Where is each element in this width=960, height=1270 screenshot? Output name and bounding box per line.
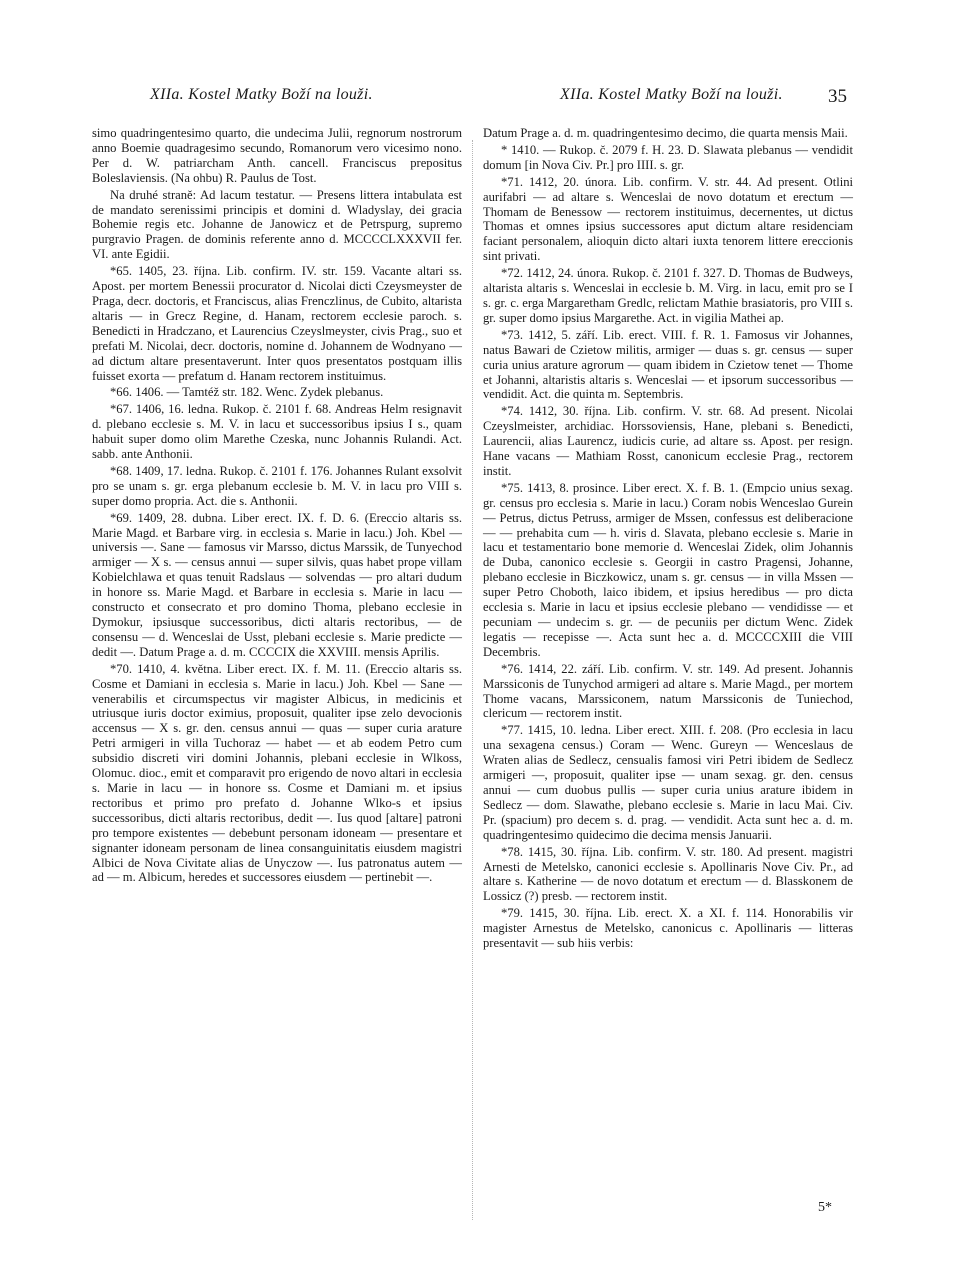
signature-mark: 5* <box>818 1200 832 1215</box>
entry-1410: * 1410. — Rukop. č. 2079 f. H. 23. D. Slawata plebanus — vendidit domum [in Nova Civ. Pr.] pro IIII. s. gr. <box>483 142 853 172</box>
entry-74: *74. 1412, 30. října. Lib. confirm. V. str. 68. Ad present. Nicolai Czeyslmeister, archidiac. Horssoviensis, Hane, plebani s. Benedicti, Laurencii, alias Laurencz, iudicis curie, ad altare ss. Apost. per resign. Hane vacans — Mathiam Rosst, canonicum ecclesie Prag., rectorem instit. <box>483 404 853 478</box>
entry-77: *77. 1415, 10. ledna. Liber erect. XIII. f. 208. (Pro ecclesia in lacu una sexagena census.) Coram — Wenc. Gureyn — Wenceslaus de Wraten alias de Sedlecz, censualis famosi viri Petri ibidem de Sedlecz armigeri —, proposuit, qualiter ipse — unam sexag. gr. den. census annui — cum duobus pullis — super curia unius arature ibidem in Sedlecz — dom. Slawathe, plebano ecclesie s. Marie in lacu Mai. Civ. Pr. (spacium) pro decem s. d. prag. — vendidit. Acta sunt hec a. d. m. quadringentesimo quidecimo die decima mensis Januarii. <box>483 723 853 842</box>
entry-66: *66. 1406. — Tamtéž str. 182. Wenc. Zydek plebanus. <box>110 385 384 400</box>
entry-79: *79. 1415, 30. října. Lib. erect. X. a XI. f. 114. Honorabilis vir magister Arnestus de Metelsko, canonicus c. Apollinaris — litteras presentavit — sub hiis verbis: <box>483 906 853 951</box>
entry-70: *70. 1410, 4. května. Liber erect. IX. f. M. 11. (Ereccio altaris ss. Cosme et Damiani in ecclesia s. Marie in lacu.) Joh. Kbel — Sane — venerabilis et circumspectus vir magister Albicus, in medicinis et utriusque iuris doctor eximius, proposuit, qualiter ipse zelo devocionis accensus — X s. gr. den. census annui — quas — super curia arature Petri armigeri in villa Tuchoraz — habet — et ab eodem Petro cum subsidio discreti viri domini Johannis, plebani ecclesie in Wlkoss, Olomuc. dioc., emit et comparavit pro erigendo de novo altari in ecclesia s. Marie in lacu — in honore ss. Cosme et Damiani m. et ipsius rectoribus et primo pro prefato d. Johanne Wlko-s et ipsius successoribus, dicti altaris rectoribus, dedit —. Ius quod [altare] patroni pro tempore existentes — debebunt personam idoneam — presentare et signanter idoneam personam de linea consanguinitatis eiusdem magistri Albici de Nova Civitate alias de Unyczow —. Ius patronatus autem — ad — m. Albicum, heredes et successores eiusdem — pertinebit —. <box>92 661 462 885</box>
paragraph: Datum Prage a. d. m. quadringentesimo decimo, die quarta mensis Maii. <box>483 126 848 140</box>
entry-68: *68. 1409, 17. ledna. Rukop. č. 2101 f. 176. Johannes Rulant exsolvit pro se unam s. gr. erga plebanum ecclesie b. M. V. in lacu pro VIII s. super domo propria. Act. die s. Anthonii. <box>92 463 462 508</box>
entry-73: *73. 1412, 5. září. Lib. erect. VIII. f. R. 1. Famosus vir Johannes, natus Bawari de Czietow militis, armiger — duas s. gr. census — super curia unius arature agrorum — quam ibidem in Czietow tenet — Thome et Johanni, altaristis altaris s. Wenceslai — et ipsorum successoribus — vendidit. Act. die quinta m. Septembris. <box>483 327 853 402</box>
left-text-column <box>92 126 462 885</box>
running-head-left: XIIa. Kostel Matky Boží na louži. <box>150 86 373 103</box>
entry-71: *71. 1412, 20. února. Lib. confirm. V. str. 44. Ad present. Otlini aurifabri — ad altare s. Wenceslai de novo dotatum et erectum — Thomam de Benessow — rectorem instituimus, decernentes, ut dictus Thomas et omnes ipsius successores aput dictum altare residenciam faciant personalem, alioquin dicto altari iuxta tenorem littere ereccionis sint privati. <box>483 174 853 264</box>
entry-75: *75. 1413, 8. prosince. Liber erect. X. f. B. 1. (Empcio unius sexag. gr. census pro ecclesia s. Marie in lacu.) Coram nobis Wenceslao Gurein — Petrus, dictus Petruss, armiger de Mssen, confessus est deliberacione — — prehabita cum — h. viris d. Slavata, plebano ecclesie s. Marie in lacu et testamentario bone memorie d. Wenceslai Zidek, olim Johannis de Duba, canonico ecclesie s. Georgii in castro Pragensi, Johanne, plebano ecclesie in Biczkowicz, unam s. gr. census — in villa Mssen — super Petro Choboth, laico ibidem, et ipsius heredibus — pro dicta ecclesia s. Marie in lacu et ipsius ecclesie plebano — vendidisse — et pecuniam — undecim s. gr. — de pecuniis per dictum Wenc. Zidek legatis — recepisse —. Acta sunt hec a. d. MCCCCXIII die VIII Decembris. <box>483 480 853 659</box>
entry-67: *67. 1406, 16. ledna. Rukop. č. 2101 f. 68. Andreas Helm resignavit d. plebano ecclesie s. M. V. in lacu et successoribus ipsius I s., quam habuit super domo olim Marethe Czeska, nunc Johannis Rulandi. Act. sabb. ante Anthonii. <box>92 402 462 462</box>
paragraph: Na druhé straně: Ad lacum testatur. — Presens littera intabulata est de mandato serenissimi principis et domini d. Wladyslay, dei gracia Bohemie regis etc. Johanne de Janowicz et de Petrspurg, supremo purgravio Pragen. de dominis referente anno d. MCCCCLXXXVII fer. VI. ante Egidii. <box>92 187 462 262</box>
page-number: 35 <box>828 86 847 107</box>
entry-78: *78. 1415, 30. října. Lib. confirm. V. str. 180. Ad present. magistri Arnesti de Metelsko, canonici ecclesie s. Apollinaris Nove Civ. Pr., ad altare s. Katherine — de novo dotatum et erectum — d. Blasskonem de Lossicz (?) presb. — rectorem instit. <box>483 844 853 904</box>
entry-76: *76. 1414, 22. září. Lib. confirm. V. str. 149. Ad present. Johannis Marssiconis de Tunychod armigeri ad altare s. Marie Magd., per mortem Thome vacans, Marssiconem, natum Marssiconis de Tuniechod, clericum — rectorem instit. <box>483 661 853 721</box>
paragraph: simo quadringentesimo quarto, die undecima Julii, regnorum nostrorum anno Boemie quadragesimo secundo, Romanorum vero vicesimo nono. Per d. W. patriarcham Anth. cancell. Franciscus prepositus Boleslaviensis. (Na ohbu) R. Paulus de Tost. <box>92 126 462 185</box>
entry-72: *72. 1412, 24. února. Rukop. č. 2101 f. 327. D. Thomas de Budweys, altarista altaris s. Wenceslai in ecclesie b. M. Virg. in lacu, emit pro se I s. gr. c. erga Margaretham Gredlc, relictam Mathie brasiatoris, pro VIII s. gr. super domo ipsius Margarethe. Act. in vigilia Mathei ap. <box>483 266 853 325</box>
entry-65: *65. 1405, 23. října. Lib. confirm. IV. str. 159. Vacante altari ss. Apost. per mortem Benessii procurator d. Nicolai dicti Czeysmeyster de Praga, decr. doctoris, et Franciscus, alias Frenczlinus, de Cubito, altarista altaris — in Grecz Regine, d. Hanam, rectorem ecclesie paroch. s. Benedicti in Hradczano, et Laurencius Czeyslmeyster, civis Prag., suo et prefati M. Nicolai, decr. doctoris, nomine d. Johannem de Wodnyano — ad dictum altare presentaverunt. Inter quos presentatos postquam illis fuisset exorta — prefatum d. Hanam rectorem instituimus. <box>92 264 462 383</box>
right-text-column <box>483 126 853 951</box>
running-head-right: XIIa. Kostel Matky Boží na louži. <box>560 86 783 103</box>
entry-69: *69. 1409, 28. dubna. Liber erect. IX. f. D. 6. (Ereccio altaris ss. Marie Magd. et Barbare virg. in ecclesia s. Marie in lacu.) Joh. Kbel — universis —. Sane — famosus vir Marsso, dictus Marssik, de Tunyechod armiger — X s. — census annui — super silvis, quas habet prope villam Kobielchlawa et quas tenuit Radslaus — solvendas — pro altari dudum in honore ss. Marie Magd. et Barbare in ecclesia s. Marie in lacu — constructo et consecrato et pro domino Thoma, plebano ecclesie in Dymokur, ipsiusque successoribus, dicti altaris rectoribus, — de consensu — d. Wenceslai de Usst, plebani ecclesie s. Marie predicte — dedit —. Datum Prage a. d. m. CCCCIX die XXVIII. mensis Aprilis. <box>92 510 462 659</box>
column-divider <box>472 140 473 1220</box>
